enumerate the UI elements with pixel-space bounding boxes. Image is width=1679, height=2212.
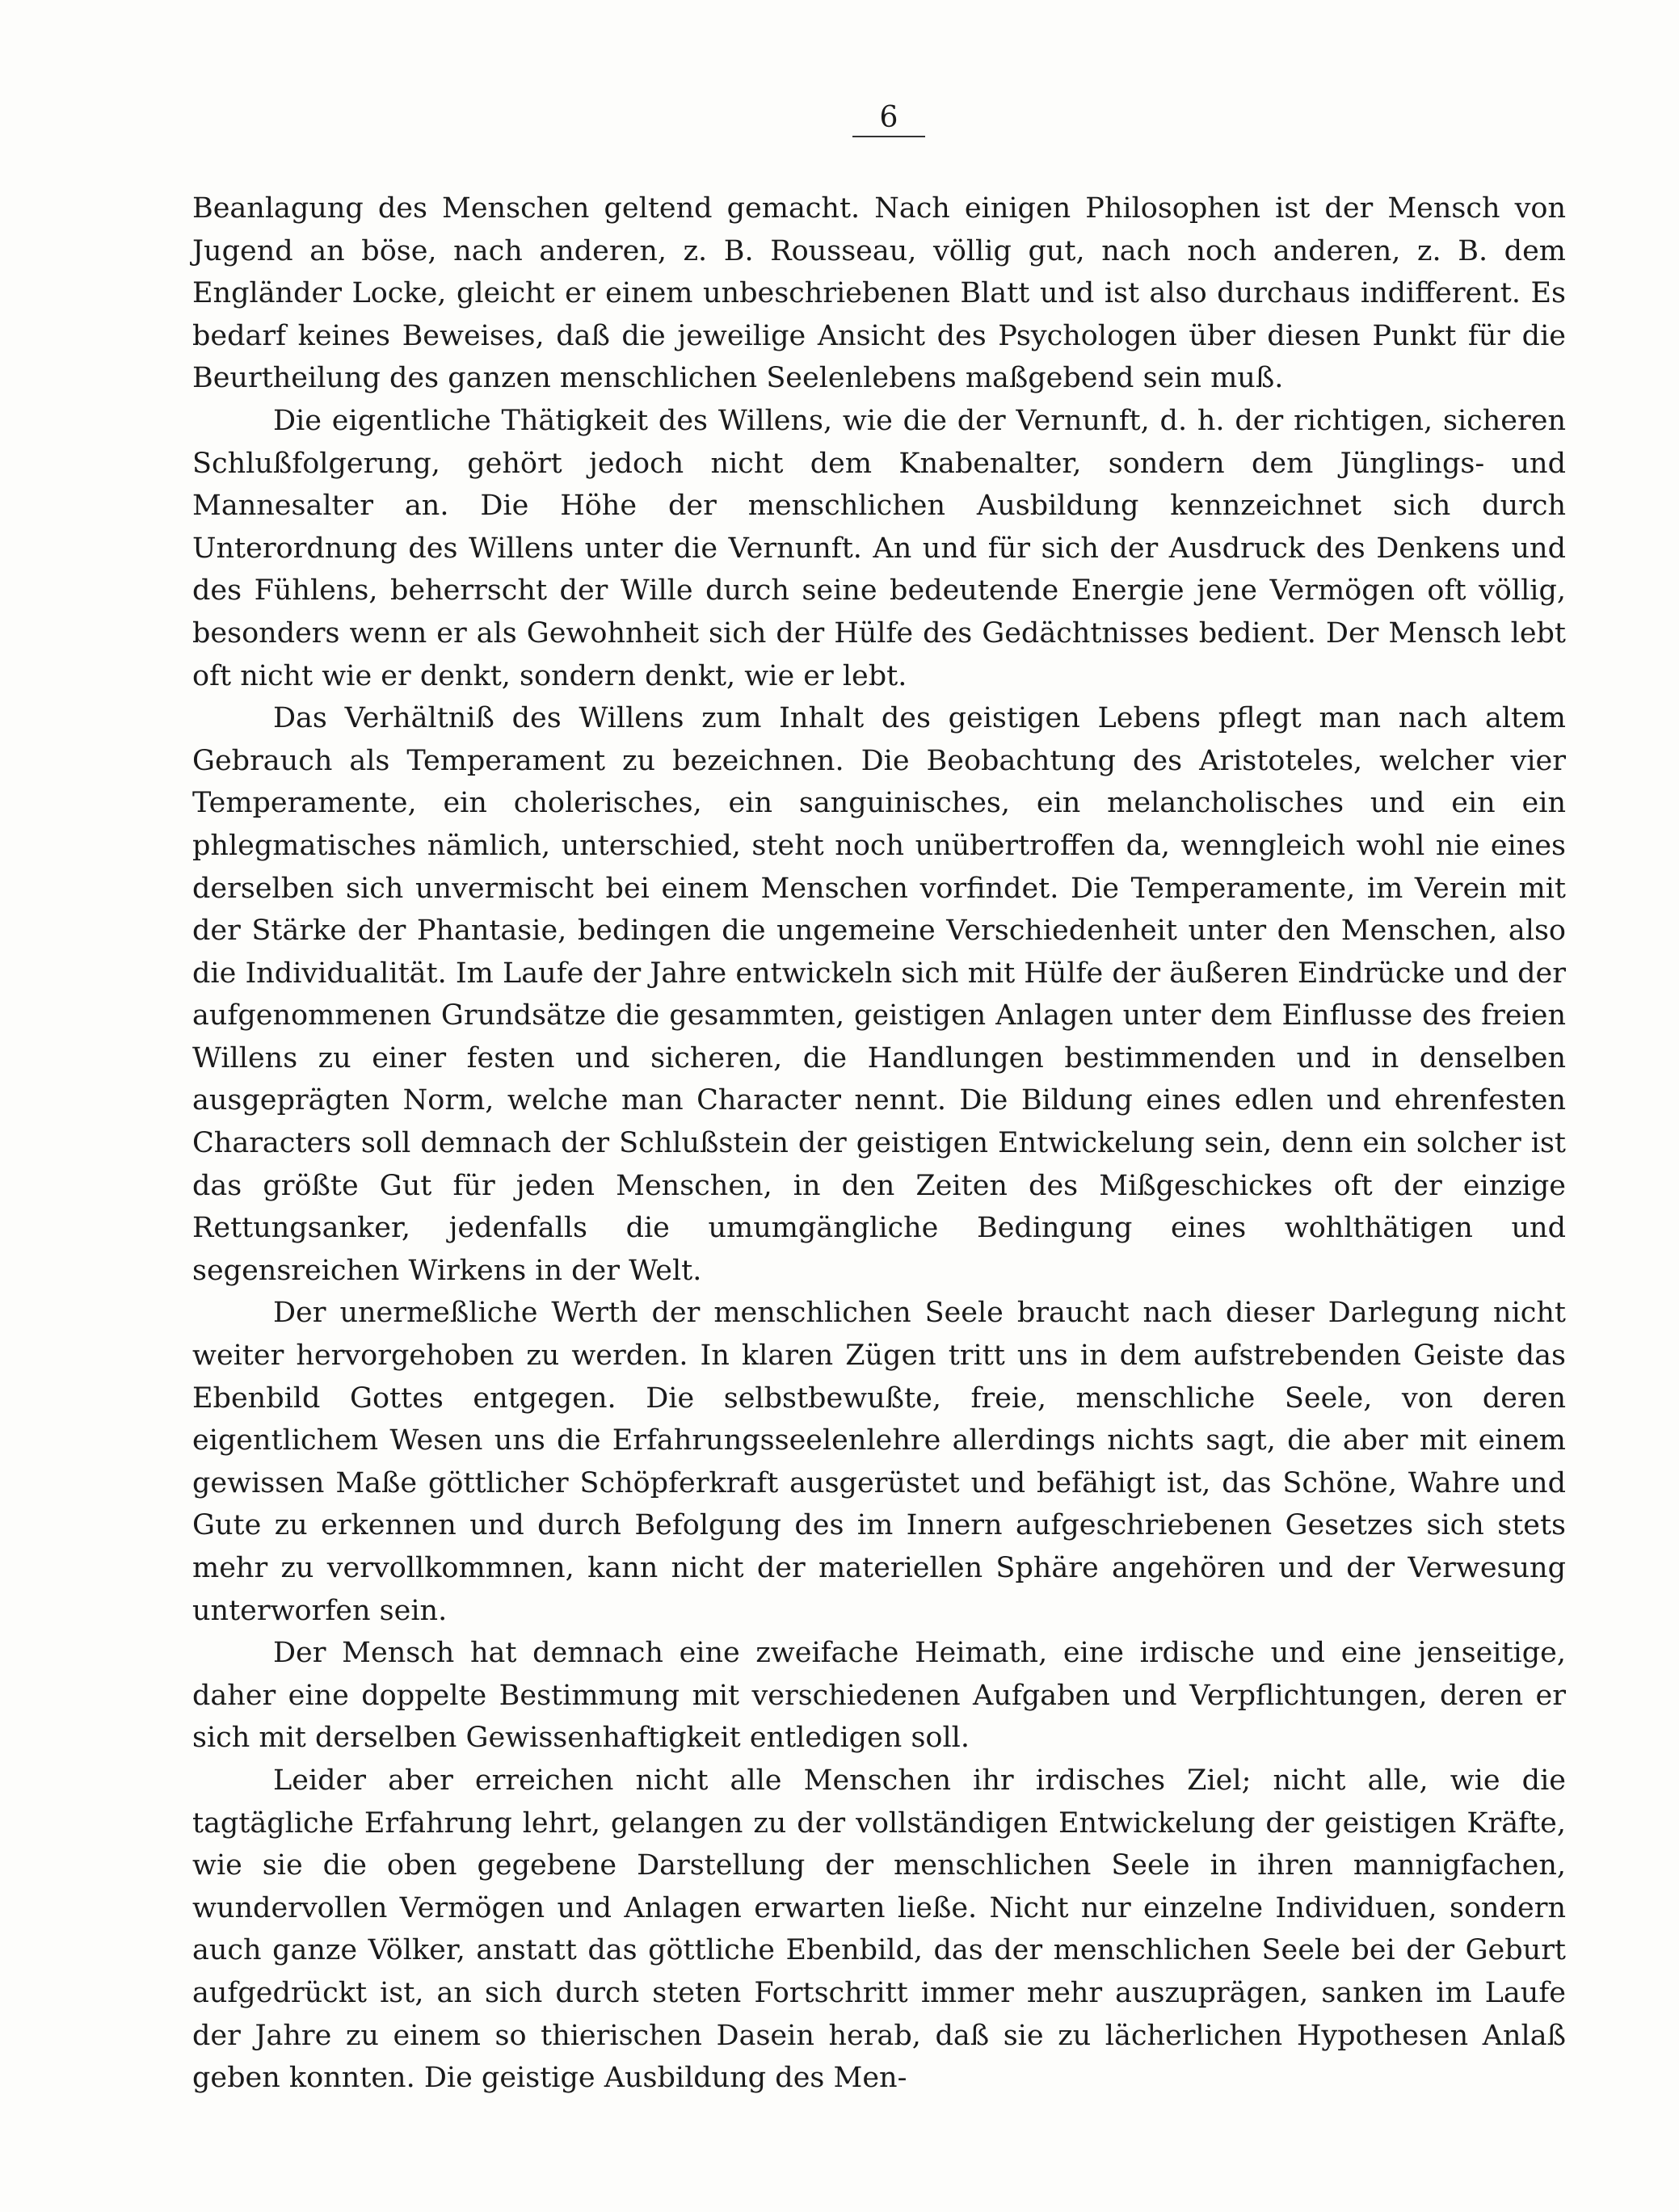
- paragraph-1: Beanlagung des Menschen geltend gemacht. Nach einigen Philosophen ist der Mensch von Jugend an böse, nach anderen, z. B. Rousseau, völlig gut, nach noch anderen, z. B. dem Engländer Locke, gleicht er einem unbeschriebenen Blatt und ist also durchaus indifferent. Es bedarf keines Beweises, daß die jeweilige Ansicht des Psychologen über diesen Punkt für die Beurtheilung des ganzen menschlichen Seelenlebens maßgebend sein muß.: [192, 192, 1566, 395]
- paragraph-2: Die eigentliche Thätigkeit des Willens, wie die der Vernunft, d. h. der richtigen, sicheren Schlußfolgerung, gehört jedoch nicht dem Knabenalter, sondern dem Jünglings- und Mannesalter an. Die Höhe der menschlichen Ausbildung kennzeichnet sich durch Unterordnung des Willens unter die Vernunft. An und für sich der Ausdruck des Denkens und des Fühlens, beherrscht der Wille durch seine bedeutende Energie jene Vermögen oft völlig, besonders wenn er als Gewohnheit sich der Hülfe des Gedächtnisses bedient. Der Mensch lebt oft nicht wie er denkt, sondern denkt, wie er lebt.: [192, 404, 1566, 692]
- paragraph-4: Der unermeßliche Werth der menschlichen Seele braucht nach dieser Darlegung nicht weiter hervorgehoben zu werden. In klaren Zügen tritt uns in dem aufstrebenden Geiste das Ebenbild Gottes entgegen. Die selbstbewußte, freie, menschliche Seele, von deren eigentlichem Wesen uns die Erfahrungsseelenlehre allerdings nichts sagt, die aber mit einem gewissen Maße göttlicher Schöpferkraft ausgerüstet und befähigt ist, das Schöne, Wahre und Gute zu erkennen und durch Befolgung des im Innern aufgeschriebenen Gesetzes sich stets mehr zu vervollkommnen, kann nicht der materiellen Sphäre angehören und der Verwesung unterworfen sein.: [192, 1297, 1566, 1627]
- body-text: [192, 187, 1566, 2100]
- paragraph-3: Das Verhältniß des Willens zum Inhalt des geistigen Lebens pflegt man nach altem Gebrauch als Temperament zu bezeichnen. Die Beobachtung des Aristoteles, welcher vier Temperamente, ein cholerisches, ein sanguinisches, ein melancholisches und ein ein phlegmatisches nämlich, unterschied, steht noch unübertroffen da, wenngleich wohl nie eines derselben sich unvermischt bei einem Menschen vorfindet. Die Temperamente, im Verein mit der Stärke der Phantasie, bedingen die ungemeine Verschiedenheit unter den Menschen, also die Individualität. Im Laufe der Jahre entwickeln sich mit Hülfe der äußeren Eindrücke und der aufgenommenen Grundsätze die gesammten, geistigen Anlagen unter dem Einflusse des freien Willens zu einer festen und sicheren, die Handlungen bestimmenden und in denselben ausgeprägten Norm, welche man Character nennt. Die Bildung eines edlen und ehrenfesten Characters soll demnach der Schlußstein der geistigen Entwickelung sein, denn ein solcher ist das größte Gut für jeden Menschen, in den Zeiten des Mißgeschickes oft der einzige Rettungsanker, jedenfalls die umumgängliche Bedingung eines wohlthätigen und segensreichen Wirkens in der Welt.: [192, 702, 1566, 1287]
- page-number: 6: [852, 101, 925, 137]
- paragraph-6: Leider aber erreichen nicht alle Menschen ihr irdisches Ziel; nicht alle, wie die tagtägliche Erfahrung lehrt, gelangen zu der vollständigen Entwickelung der geistigen Kräfte, wie sie die oben gegebene Darstellung der menschlichen Seele in ihren mannigfachen, wundervollen Vermögen und Anlagen erwarten ließe. Nicht nur einzelne Individuen, sondern auch ganze Völker, anstatt das göttliche Ebenbild, das der menschlichen Seele bei der Geburt aufgedrückt ist, an sich durch steten Fortschritt immer mehr auszuprägen, sanken im Laufe der Jahre zu einem so thierischen Dasein herab, daß sie zu lächerlichen Hypothesen Anlaß geben konnten. Die geistige Ausbildung des Men-: [192, 1764, 1566, 2095]
- paragraph-5: Der Mensch hat demnach eine zweifache Heimath, eine irdische und eine jenseitige, daher eine doppelte Bestimmung mit verschiedenen Aufgaben und Verpflichtungen, deren er sich mit derselben Gewissenhaftigkeit entledigen soll.: [192, 1637, 1566, 1755]
